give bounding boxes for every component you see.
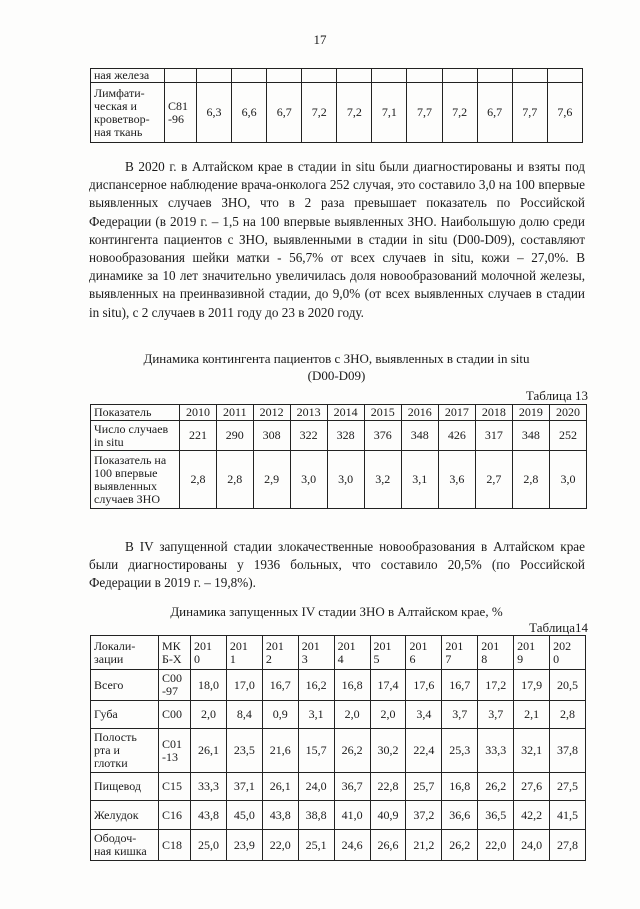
- header-cell: Локали- зации: [91, 636, 159, 670]
- row-name: Показатель на 100 впервые выявленных случаев ЗНО: [91, 451, 180, 509]
- table-13: [90, 404, 587, 509]
- row-name: Число случаев in situ: [91, 421, 180, 451]
- cell: 36,5: [478, 801, 514, 830]
- cell: 3,0: [290, 451, 327, 509]
- table-row: [91, 830, 586, 861]
- cell: 22,8: [370, 773, 406, 801]
- cell: 32,1: [514, 729, 550, 773]
- cell: 22,0: [262, 830, 298, 861]
- cell: 25,0: [191, 830, 227, 861]
- cell: 25,7: [406, 773, 442, 801]
- header-cell: 2019: [512, 405, 549, 421]
- header-cell: 2014: [327, 405, 364, 421]
- header-cell: 201 0: [191, 636, 227, 670]
- cell: 8,4: [226, 701, 262, 729]
- cell: [232, 69, 267, 83]
- cell: 2,7: [475, 451, 512, 509]
- table-row: [91, 701, 586, 729]
- table14-label: Таблица14: [529, 620, 588, 635]
- cell: 18,0: [191, 670, 227, 701]
- cell: 43,8: [262, 801, 298, 830]
- row-name: Всего: [91, 670, 159, 701]
- cell: 3,1: [401, 451, 438, 509]
- cell: 23,9: [226, 830, 262, 861]
- row-code: C81 -96: [165, 83, 197, 143]
- cell: 17,4: [370, 670, 406, 701]
- table-row: [91, 670, 586, 701]
- cell: 16,8: [334, 670, 370, 701]
- cell: 21,6: [262, 729, 298, 773]
- cell: 36,6: [442, 801, 478, 830]
- table-14: [90, 635, 586, 861]
- row-name: Полость рта и глотки: [91, 729, 159, 773]
- row-name: Ободоч- ная кишка: [91, 830, 159, 861]
- cell: 221: [180, 421, 217, 451]
- cell: 27,8: [550, 830, 586, 861]
- row-name: Лимфати- ческая и кроветвор- ная ткань: [91, 83, 165, 143]
- header-cell: 2016: [401, 405, 438, 421]
- cell: 24,0: [298, 773, 334, 801]
- cell: 7,7: [407, 83, 442, 143]
- cell: 2,0: [370, 701, 406, 729]
- cell: 36,7: [334, 773, 370, 801]
- cell: 21,2: [406, 830, 442, 861]
- cell: 33,3: [478, 729, 514, 773]
- cell: 6,6: [232, 83, 267, 143]
- cell: 376: [364, 421, 401, 451]
- cell: 2,0: [191, 701, 227, 729]
- cell: 42,2: [514, 801, 550, 830]
- cell: 38,8: [298, 801, 334, 830]
- cell: [372, 69, 407, 83]
- header-cell: МК Б-Х: [159, 636, 191, 670]
- table-row: [91, 729, 586, 773]
- cell: 37,1: [226, 773, 262, 801]
- cell: 2,1: [514, 701, 550, 729]
- cell: 317: [475, 421, 512, 451]
- cell: 348: [512, 421, 549, 451]
- cell: 43,8: [191, 801, 227, 830]
- cell: 2,8: [217, 451, 254, 509]
- page-number: 17: [313, 32, 327, 47]
- table-row: [91, 421, 587, 451]
- header-cell: 201 4: [334, 636, 370, 670]
- cell: 2,9: [253, 451, 290, 509]
- cell: 25,3: [442, 729, 478, 773]
- cell: [547, 69, 582, 83]
- table-top: [90, 68, 583, 143]
- row-name: Желудок: [91, 801, 159, 830]
- table-row: [91, 69, 583, 83]
- cell: [477, 69, 512, 83]
- cell: 17,0: [226, 670, 262, 701]
- cell: 7,7: [512, 83, 547, 143]
- header-cell: 201 1: [226, 636, 262, 670]
- cell: 24,0: [514, 830, 550, 861]
- header-cell: 202 0: [550, 636, 586, 670]
- header-cell: 2010: [180, 405, 217, 421]
- cell: 27,5: [550, 773, 586, 801]
- cell: [302, 69, 337, 83]
- table-row: [91, 773, 586, 801]
- row-name: ная железа: [91, 69, 165, 83]
- cell: [337, 69, 372, 83]
- row-code: C16: [159, 801, 191, 830]
- row-code: C00: [159, 701, 191, 729]
- row-code: C15: [159, 773, 191, 801]
- cell: 3,2: [364, 451, 401, 509]
- header-cell: 201 2: [262, 636, 298, 670]
- cell: 40,9: [370, 801, 406, 830]
- cell: 308: [253, 421, 290, 451]
- header-cell: Показатель: [91, 405, 180, 421]
- header-cell: 2017: [438, 405, 475, 421]
- row-name: Губа: [91, 701, 159, 729]
- table13-title: Динамика контингента пациентов с ЗНО, выявленных в стадии in situ (D00-D09): [143, 351, 530, 383]
- cell: 426: [438, 421, 475, 451]
- cell: 7,2: [302, 83, 337, 143]
- cell: 7,2: [337, 83, 372, 143]
- cell: 328: [327, 421, 364, 451]
- cell: 23,5: [226, 729, 262, 773]
- header-cell: 201 5: [370, 636, 406, 670]
- table-row: [91, 801, 586, 830]
- table-row: [91, 83, 583, 143]
- row-code: C01 -13: [159, 729, 191, 773]
- cell: 26,2: [478, 773, 514, 801]
- cell: 6,7: [477, 83, 512, 143]
- header-cell: 201 3: [298, 636, 334, 670]
- cell: 41,0: [334, 801, 370, 830]
- cell: 0,9: [262, 701, 298, 729]
- table13-label: Таблица 13: [525, 388, 588, 403]
- paragraph-stage-iv: В IV запущенной стадии злокачественные новообразования в Алтайском крае были диагностированы у 1936 больных, что составило 20,5% (по Российской Федерации в 2019 г. – 19,8%).: [89, 539, 585, 591]
- table-row: [91, 451, 587, 509]
- header-cell: 2015: [364, 405, 401, 421]
- row-name: Пищевод: [91, 773, 159, 801]
- cell: 3,7: [478, 701, 514, 729]
- cell: 348: [401, 421, 438, 451]
- row-code: [165, 69, 197, 83]
- cell: 3,7: [442, 701, 478, 729]
- cell: 37,8: [550, 729, 586, 773]
- cell: 26,2: [334, 729, 370, 773]
- cell: 24,6: [334, 830, 370, 861]
- header-cell: 201 8: [478, 636, 514, 670]
- cell: 3,6: [438, 451, 475, 509]
- cell: 6,7: [267, 83, 302, 143]
- table-header-row: [91, 405, 587, 421]
- cell: 16,7: [442, 670, 478, 701]
- cell: [442, 69, 477, 83]
- cell: [512, 69, 547, 83]
- header-cell: 201 6: [406, 636, 442, 670]
- cell: 30,2: [370, 729, 406, 773]
- cell: 290: [217, 421, 254, 451]
- cell: 27,6: [514, 773, 550, 801]
- header-cell: 201 9: [514, 636, 550, 670]
- cell: [407, 69, 442, 83]
- cell: 26,1: [191, 729, 227, 773]
- cell: 37,2: [406, 801, 442, 830]
- cell: 26,2: [442, 830, 478, 861]
- header-cell: 201 7: [442, 636, 478, 670]
- cell: 16,7: [262, 670, 298, 701]
- cell: [197, 69, 232, 83]
- cell: 7,6: [547, 83, 582, 143]
- cell: 2,0: [334, 701, 370, 729]
- cell: 3,0: [327, 451, 364, 509]
- cell: 322: [290, 421, 327, 451]
- cell: 17,2: [478, 670, 514, 701]
- cell: 7,1: [372, 83, 407, 143]
- paragraph-in-situ: В 2020 г. в Алтайском крае в стадии in situ были диагностированы и взяты под диспансерное наблюдение врача-онколога 252 случая, это составило 3,0 на 100 впервые выявленных случаев ЗНО, что в 2 раза превышает показатель по Российской Федерации (в 2019 г. – 1,5 на 100 впервые выявленных ЗНО. Наибольшую долю среди контингента пациентов с ЗНО, выявленными в стадии in situ (D00-D09), составляют новообразования шейки матки - 56,7% от всех случаев in situ, кожи – 27,0%. В динамике за 10 лет значительно увеличилась доля новообразований молочной железы, выявленных на преинвазивной стадии, до 9,0% (от всех выявленных случаев в стадии in situ), с 2 случаев в 2011 году до 23 в 2020 году.: [89, 159, 585, 320]
- cell: 16,2: [298, 670, 334, 701]
- cell: 16,8: [442, 773, 478, 801]
- cell: 17,9: [514, 670, 550, 701]
- cell: 33,3: [191, 773, 227, 801]
- cell: 20,5: [550, 670, 586, 701]
- row-code: C00 -97: [159, 670, 191, 701]
- cell: [267, 69, 302, 83]
- header-cell: 2011: [217, 405, 254, 421]
- cell: 3,4: [406, 701, 442, 729]
- cell: 2,8: [180, 451, 217, 509]
- cell: 22,4: [406, 729, 442, 773]
- cell: 2,8: [550, 701, 586, 729]
- header-cell: 2018: [475, 405, 512, 421]
- cell: 7,2: [442, 83, 477, 143]
- cell: 3,1: [298, 701, 334, 729]
- cell: 6,3: [197, 83, 232, 143]
- header-cell: 2012: [253, 405, 290, 421]
- cell: 26,6: [370, 830, 406, 861]
- header-cell: 2020: [549, 405, 586, 421]
- cell: 45,0: [226, 801, 262, 830]
- header-cell: 2013: [290, 405, 327, 421]
- cell: 17,6: [406, 670, 442, 701]
- cell: 2,8: [512, 451, 549, 509]
- cell: 41,5: [550, 801, 586, 830]
- cell: 26,1: [262, 773, 298, 801]
- table-header-row: [91, 636, 586, 670]
- table14-title: Динамика запущенных IV стадии ЗНО в Алтайском крае, %: [170, 604, 503, 619]
- cell: 15,7: [298, 729, 334, 773]
- cell: 22,0: [478, 830, 514, 861]
- cell: 25,1: [298, 830, 334, 861]
- row-code: C18: [159, 830, 191, 861]
- cell: 252: [549, 421, 586, 451]
- cell: 3,0: [549, 451, 586, 509]
